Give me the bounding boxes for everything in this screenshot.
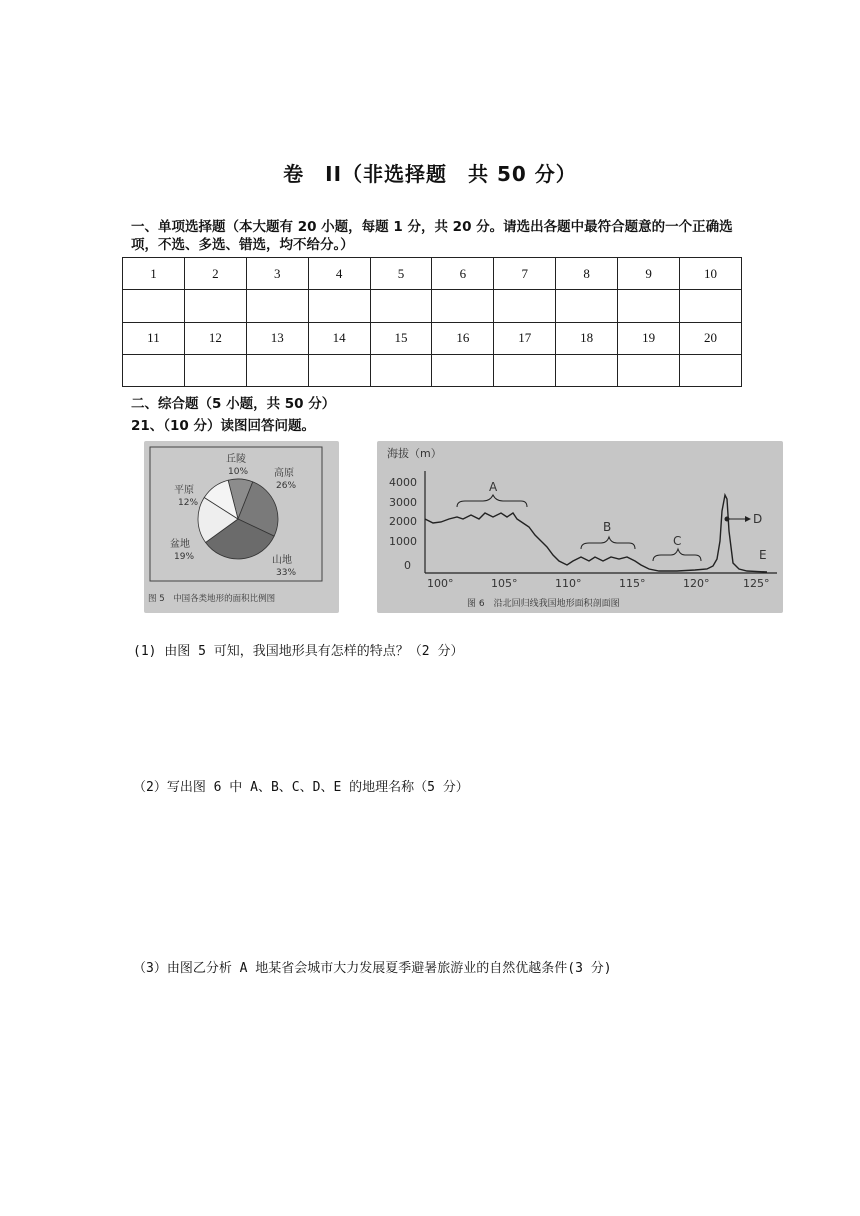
question-21-3: （3）由图乙分析 A 地某省会城市大力发展夏季避暑旅游业的自然优越条件(3 分) bbox=[133, 961, 612, 976]
profile-y-tick: 1000 bbox=[389, 535, 417, 548]
pie-pct-plains: 12% bbox=[178, 498, 199, 508]
question-number: 11 bbox=[123, 322, 185, 354]
answer-cell[interactable] bbox=[494, 354, 556, 386]
marker-b: B bbox=[603, 520, 612, 534]
question-number: 10 bbox=[680, 258, 742, 290]
answer-cell[interactable] bbox=[618, 354, 680, 386]
pie-label-plains: 平原 bbox=[174, 485, 194, 496]
profile-y-tick: 2000 bbox=[389, 515, 417, 528]
question-number: 18 bbox=[556, 322, 618, 354]
answer-cell[interactable] bbox=[184, 354, 246, 386]
question-number: 14 bbox=[308, 322, 370, 354]
answer-grid-number-row bbox=[123, 258, 742, 290]
profile-x-tick: 125° bbox=[743, 577, 770, 590]
marker-d: D bbox=[753, 512, 763, 526]
profile-x-tick: 120° bbox=[683, 577, 710, 590]
brace-b bbox=[581, 537, 635, 549]
pie-pct-mountains: 33% bbox=[276, 568, 297, 578]
question-number: 2 bbox=[184, 258, 246, 290]
marker-a: A bbox=[489, 480, 498, 494]
profile-y-tick: 4000 bbox=[389, 476, 417, 489]
pie-slices bbox=[198, 479, 278, 559]
question-number: 7 bbox=[494, 258, 556, 290]
question-number: 16 bbox=[432, 322, 494, 354]
answer-cell[interactable] bbox=[123, 290, 185, 322]
pie-pct-hills: 10% bbox=[228, 467, 249, 477]
pie-label-plateau: 高原 bbox=[274, 468, 294, 479]
page-title: 卷 II（非选择题 共 50 分） bbox=[283, 162, 577, 186]
question-number: 17 bbox=[494, 322, 556, 354]
answer-cell[interactable] bbox=[308, 354, 370, 386]
marker-e: E bbox=[759, 548, 767, 562]
question-21-1: (1) 由图 5 可知，我国地形具有怎样的特点？（2 分） bbox=[133, 644, 464, 659]
question-21-2: （2）写出图 6 中 A、B、C、D、E 的地理名称（5 分） bbox=[133, 780, 469, 795]
profile-y-tick: 3000 bbox=[389, 496, 417, 509]
figure6-profile-chart bbox=[377, 441, 783, 613]
question-number: 9 bbox=[618, 258, 680, 290]
question-number: 12 bbox=[184, 322, 246, 354]
question-number: 8 bbox=[556, 258, 618, 290]
answer-cell[interactable] bbox=[618, 290, 680, 322]
question-number: 15 bbox=[370, 322, 432, 354]
question-number: 4 bbox=[308, 258, 370, 290]
answer-grid-blank-row bbox=[123, 354, 742, 386]
profile-y-axis-title: 海拔（m） bbox=[387, 447, 442, 460]
question-number: 20 bbox=[680, 322, 742, 354]
figure6-caption: 图 6 沿北回归线我国地形面积剖面图 bbox=[467, 599, 620, 609]
figure5-caption: 图 5 中国各类地形的面积比例图 bbox=[148, 594, 276, 604]
figure5-pie-chart bbox=[144, 441, 339, 613]
answer-cell[interactable] bbox=[556, 354, 618, 386]
answer-cell[interactable] bbox=[246, 354, 308, 386]
answer-cell[interactable] bbox=[370, 290, 432, 322]
answer-cell[interactable] bbox=[370, 354, 432, 386]
section1-heading: 一、单项选择题（本大题有 20 小题，每题 1 分，共 20 分。请选出各题中最符合题意的一个正确选项，不选、多选、错选，均不给分。） bbox=[131, 219, 733, 253]
marker-c: C bbox=[673, 534, 682, 548]
elevation-profile-line bbox=[425, 495, 767, 572]
profile-x-tick: 110° bbox=[555, 577, 582, 590]
profile-x-tick: 105° bbox=[491, 577, 518, 590]
question-number: 6 bbox=[432, 258, 494, 290]
pie-pct-basins: 19% bbox=[174, 552, 195, 562]
question-number: 5 bbox=[370, 258, 432, 290]
question-21-heading: 21、（10 分）读图回答问题。 bbox=[131, 418, 316, 434]
pie-label-basins: 盆地 bbox=[170, 539, 190, 550]
answer-grid-number-row bbox=[123, 322, 742, 354]
answer-cell[interactable] bbox=[680, 290, 742, 322]
question-number: 1 bbox=[123, 258, 185, 290]
pie-label-mountains: 山地 bbox=[272, 555, 292, 566]
answer-cell[interactable] bbox=[123, 354, 185, 386]
answer-grid bbox=[122, 257, 742, 387]
answer-cell[interactable] bbox=[432, 290, 494, 322]
profile-x-tick: 100° bbox=[427, 577, 454, 590]
answer-cell[interactable] bbox=[556, 290, 618, 322]
question-number: 13 bbox=[246, 322, 308, 354]
pie-label-hills: 丘陵 bbox=[226, 454, 246, 465]
answer-cell[interactable] bbox=[494, 290, 556, 322]
answer-grid-blank-row bbox=[123, 290, 742, 322]
answer-cell[interactable] bbox=[184, 290, 246, 322]
brace-a bbox=[457, 495, 527, 507]
pie-pct-plateau: 26% bbox=[276, 481, 297, 491]
question-number: 19 bbox=[618, 322, 680, 354]
answer-cell[interactable] bbox=[246, 290, 308, 322]
answer-cell[interactable] bbox=[432, 354, 494, 386]
answer-cell[interactable] bbox=[680, 354, 742, 386]
profile-y-tick: 0 bbox=[404, 559, 411, 572]
brace-c bbox=[653, 549, 701, 561]
answer-cell[interactable] bbox=[308, 290, 370, 322]
question-number: 3 bbox=[246, 258, 308, 290]
section2-heading: 二、综合题（5 小题，共 50 分） bbox=[131, 396, 336, 412]
profile-x-tick: 115° bbox=[619, 577, 646, 590]
